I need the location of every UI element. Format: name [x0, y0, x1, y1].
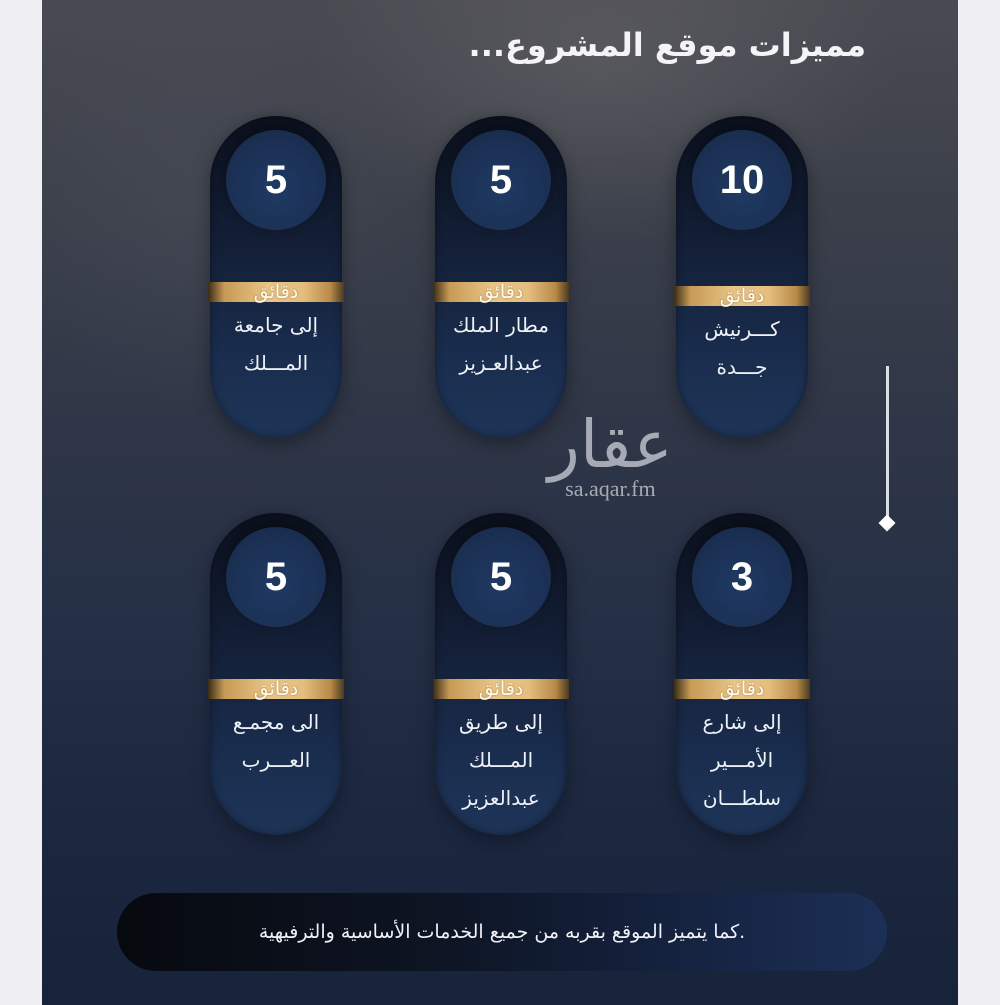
unit-label: دقائق — [719, 678, 765, 700]
card-description — [435, 703, 567, 817]
desc-line: عبدالعـزيز — [459, 351, 543, 375]
watermark-url: sa.aqar.fm — [565, 476, 656, 501]
desc-line: الأمـــير — [710, 748, 774, 772]
watermark-arabic: عقار — [548, 406, 673, 483]
unit-label: دقائق — [253, 281, 299, 303]
page-title: مميزات موقع المشروع... — [468, 26, 866, 64]
card-description — [676, 703, 808, 817]
minutes-circle — [451, 527, 551, 627]
unit-label: دقائق — [253, 678, 299, 700]
diamond-icon — [879, 515, 896, 532]
card-arab-mall — [210, 513, 342, 835]
card-description — [210, 703, 342, 779]
minutes-value: 3 — [730, 554, 754, 599]
desc-line: الى مجمـع — [232, 710, 320, 734]
minutes-value: 5 — [264, 554, 288, 599]
card-description — [435, 306, 567, 382]
desc-line: المـــلك — [243, 351, 309, 375]
minutes-circle — [451, 130, 551, 230]
footer-banner — [117, 893, 887, 971]
minutes-circle — [692, 527, 792, 627]
minutes-circle — [226, 130, 326, 230]
card-university — [210, 116, 342, 438]
minutes-value: 5 — [489, 157, 513, 202]
unit-label: دقائق — [478, 678, 524, 700]
watermark-logo — [548, 406, 673, 502]
unit-label: دقائق — [719, 285, 765, 307]
desc-line: إلى شارع — [702, 710, 782, 734]
card-corniche — [676, 116, 808, 438]
minutes-circle — [692, 130, 792, 230]
minutes-value: 5 — [489, 554, 513, 599]
unit-label: دقائق — [478, 281, 524, 303]
poster — [42, 0, 958, 1005]
card-airport — [435, 116, 567, 438]
unit-band — [433, 282, 569, 302]
card-description — [676, 310, 808, 386]
desc-line: إلى جامعة — [233, 313, 319, 337]
desc-line: عبدالعزيز — [462, 786, 540, 810]
unit-band — [674, 286, 810, 306]
footer-text: .كما يتميز الموقع بقربه من جميع الخدمات الأساسية والترفيهية — [258, 921, 746, 943]
unit-band — [208, 679, 344, 699]
desc-line: إلى طريق — [459, 710, 543, 734]
timeline-line — [886, 366, 889, 521]
desc-line: جـــدة — [716, 355, 768, 379]
desc-line: العـــرب — [241, 748, 311, 772]
unit-band — [433, 679, 569, 699]
unit-band — [674, 679, 810, 699]
minutes-value: 10 — [719, 157, 765, 202]
unit-band — [208, 282, 344, 302]
desc-line: سلطـــان — [702, 786, 782, 810]
minutes-circle — [226, 527, 326, 627]
minutes-value: 5 — [264, 157, 288, 202]
desc-line: المـــلك — [468, 748, 534, 772]
card-description — [210, 306, 342, 382]
desc-line: كـــرنيش — [704, 317, 780, 341]
card-king-abdulaziz-road — [435, 513, 567, 835]
desc-line: مطار الملك — [453, 313, 549, 337]
card-prince-sultan-street — [676, 513, 808, 835]
